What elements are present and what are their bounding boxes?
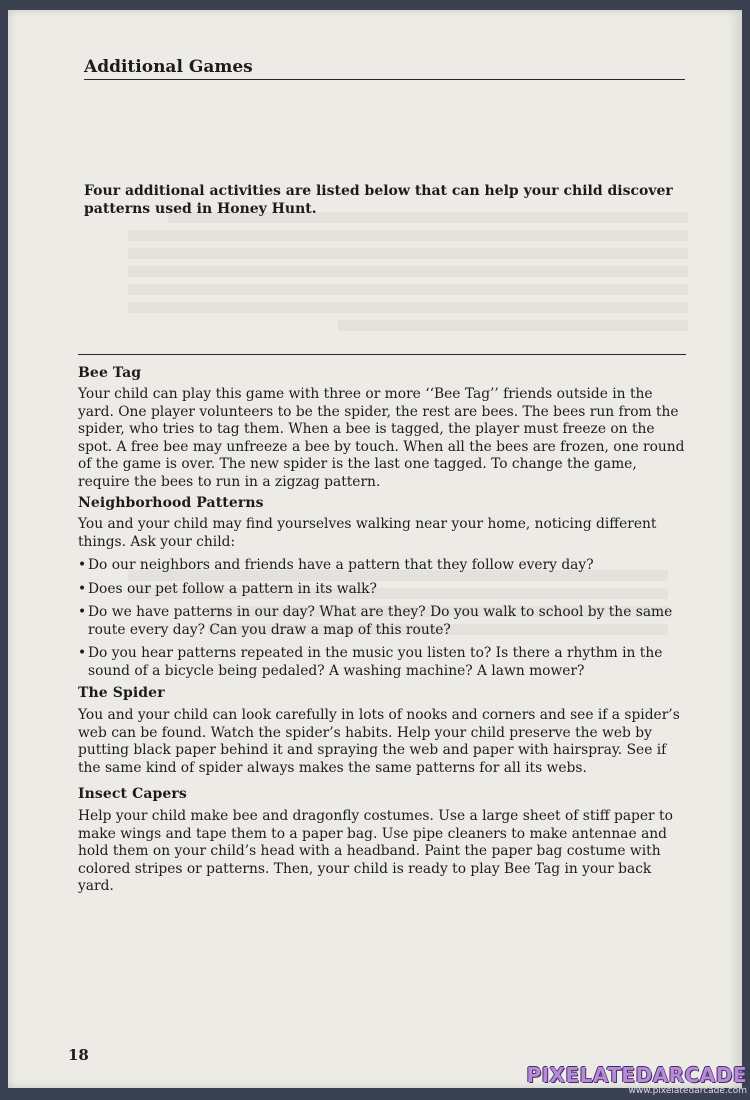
page-number: 18 (68, 1046, 89, 1064)
bullet-glyph: • (78, 580, 87, 597)
section-paragraph-bee-tag: Your child can play this game with three or more ‘‘Bee Tag’’ friends outside in the yard. One player volunteers to be the spider, the rest are bees. The bees run from the spider, who tries to tag them. When a bee is tagged, the player must freeze on the spot. A free bee may unfreeze a bee by touch. When all the bees are frozen, one round of the game is over. The new spider is the last one tagged. To change the game, require the bees to run in a zigzag pattern. (78, 386, 685, 490)
section-heading-insect-capers: Insect Capers (78, 786, 187, 802)
page-title: Additional Games (84, 57, 685, 80)
bullet-glyph: • (78, 645, 87, 661)
section-heading-bee-tag: Bee Tag (78, 365, 142, 381)
watermark-brand: PIXELATEDARCADE (526, 1063, 747, 1087)
intro-paragraph: Four additional activities are listed below that can help your child discover patterns used in Honey Hunt. (84, 183, 673, 217)
watermark (526, 1064, 747, 1097)
list-item: • Do our neighbors and friends have a pattern that they follow every day? (78, 557, 594, 573)
section-heading-the-spider: The Spider (78, 685, 165, 701)
bullet-list (78, 557, 688, 680)
document-page (8, 10, 742, 1088)
list-item: • Does our pet follow a pattern in its walk? (78, 580, 377, 597)
activities-content (78, 354, 688, 896)
watermark-url: www.pixelatedarcade.com (628, 1086, 747, 1096)
bullet-glyph: • (78, 557, 87, 573)
section-paragraph-neighborhood-patterns: You and your child may find yourselves walking near your home, noticing different things. Ask your child: (78, 516, 657, 550)
section-paragraph-the-spider: You and your child can look carefully in lots of nooks and corners and see if a spider’s web can be found. Watch the spider’s habits. Help your child preserve the web by putting black paper behind it and spraying the web and paper with hairspray. See if the same kind of spider always makes the same patterns for all its webs. (78, 707, 680, 776)
list-item: • Do you hear patterns repeated in the music you listen to? Is there a rhythm in the sound of a bicycle being pedaled? A washing machine? A lawn mower? (78, 645, 663, 679)
list-item: • Do we have patterns in our day? What are they? Do you walk to school by the same route every day? Can you draw a map of this route? (78, 604, 673, 638)
section-heading-neighborhood-patterns: Neighborhood Patterns (78, 495, 264, 511)
section-paragraph-insect-capers: Help your child make bee and dragonfly costumes. Use a large sheet of stiff paper to make wings and tape them to a paper bag. Use pipe cleaners to make antennae and hold them on your child’s head with a headband. Paint the paper bag costume with colored stripes or patterns. Then, your child is ready to play Bee Tag in your back yard. (78, 808, 673, 894)
bullet-glyph: • (78, 604, 87, 620)
